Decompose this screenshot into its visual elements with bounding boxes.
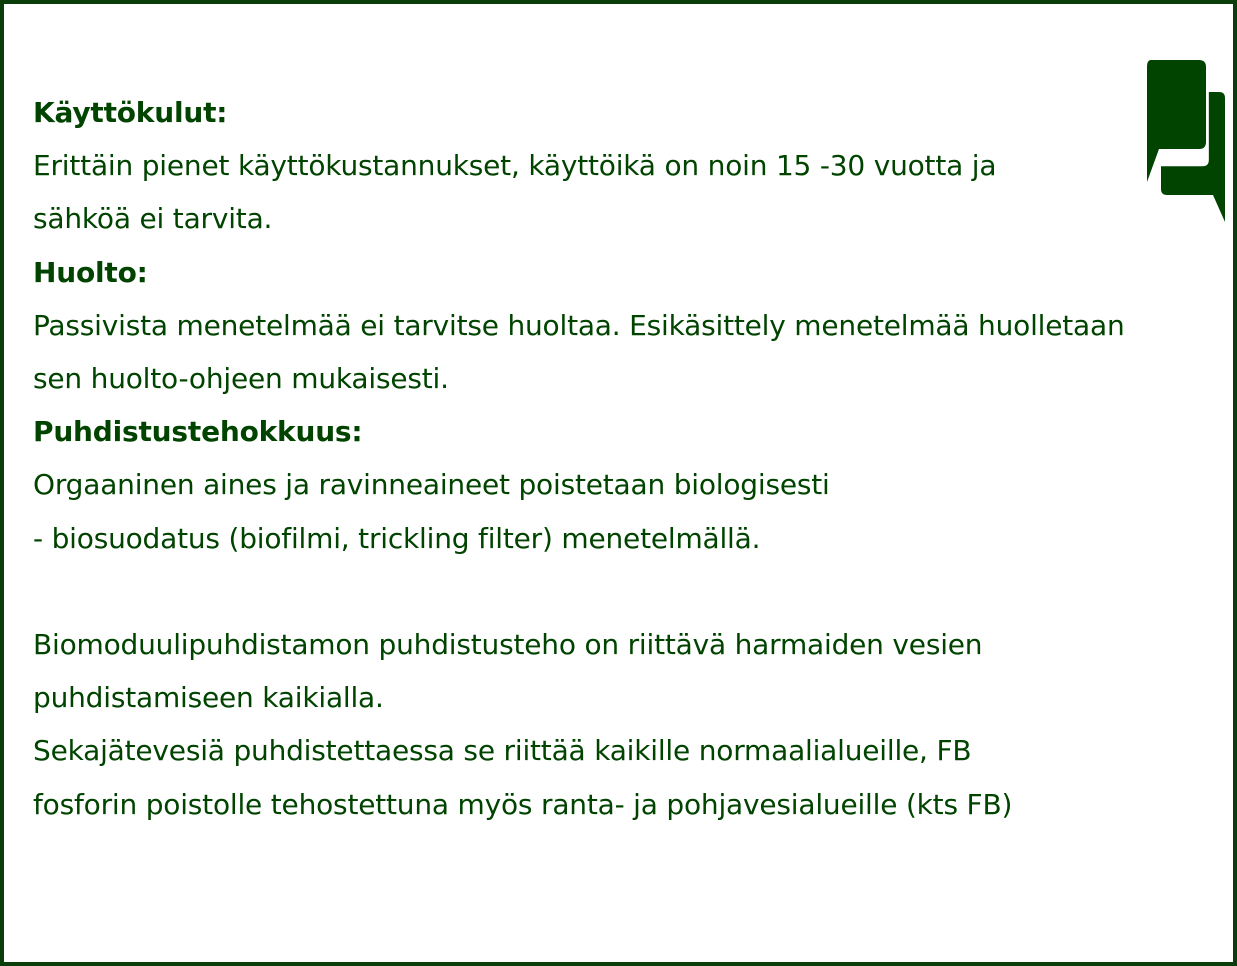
text-line: sähköä ei tarvita. — [33, 202, 273, 236]
text-line: - biosuodatus (biofilmi, trickling filter) menetelmällä. — [33, 521, 761, 555]
blank-line — [33, 565, 1228, 618]
document-body — [33, 86, 1228, 831]
text-line: Erittäin pienet käyttökustannukset, käyttöikä on noin 15 -30 vuotta ja — [33, 149, 997, 183]
paragraph-line: Biomoduulipuhdistamon puhdistusteho on riittävä harmaiden vesien — [33, 628, 983, 662]
paragraph-line: puhdistamiseen kaikialla. — [33, 681, 384, 715]
heading-huolto: Huolto: — [33, 255, 148, 289]
text-line: sen huolto-ohjeen mukaisesti. — [33, 362, 449, 396]
text-line: Orgaaninen aines ja ravinneaineet poistetaan biologisesti — [33, 468, 830, 502]
heading-kayttokulut: Käyttökulut: — [33, 96, 228, 129]
text-line: Passivista menetelmää ei tarvitse huoltaa. Esikäsittely menetelmää huolletaan — [33, 308, 1125, 342]
paragraph-line: Sekajätevesiä puhdistettaessa se riittää kaikille normaalialueille, FB — [33, 734, 972, 768]
heading-puhdistustehokkuus: Puhdistustehokkuus: — [33, 415, 363, 449]
paragraph-line: fosforin poistolle tehostettuna myös ranta- ja pohjavesialueille (kts FB) — [33, 787, 1013, 821]
